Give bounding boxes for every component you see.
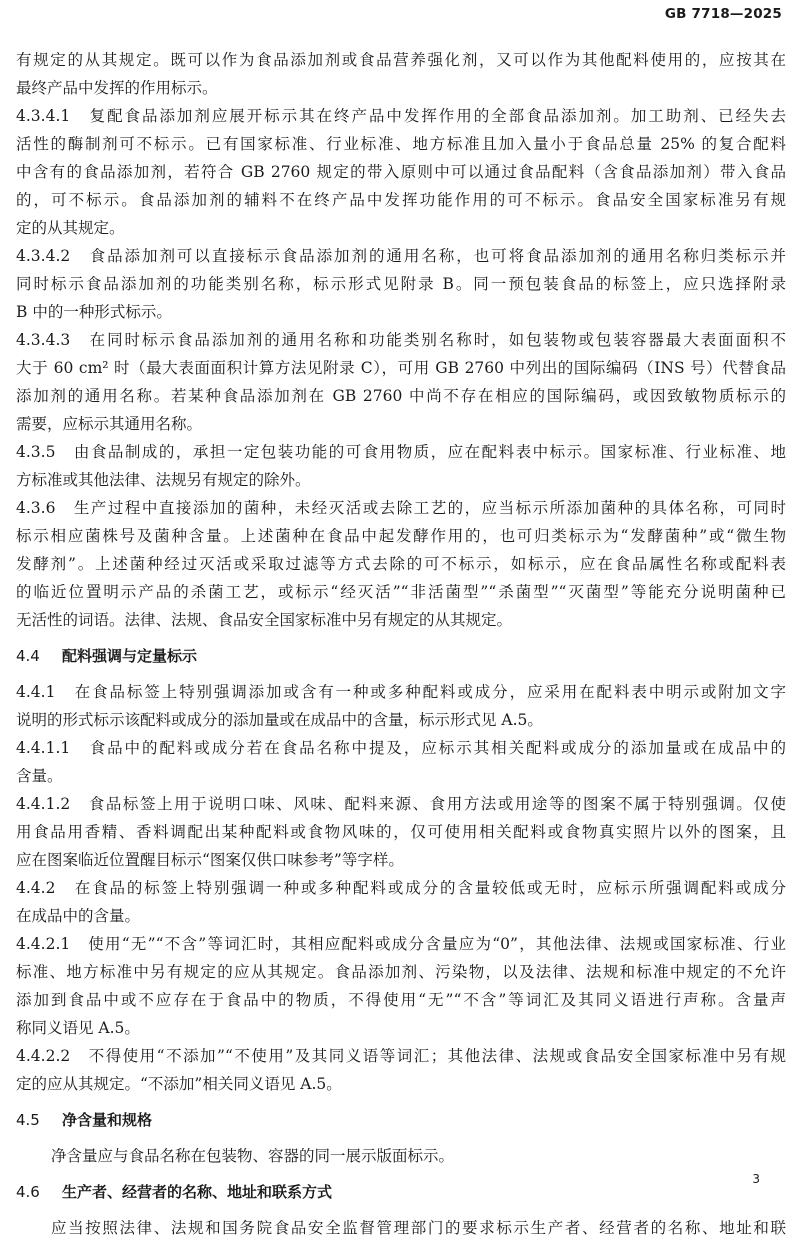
paragraph-4422 (16, 1042, 786, 1098)
text-line: B 中的一种形式标示。 (16, 303, 172, 321)
paragraph-4411 (16, 734, 786, 790)
text-line: 4.4.1.2 食品标签上用于说明口味、风味、配料来源、食用方法或用途等的图案不属于特别强调。仅使 (16, 795, 786, 813)
text-line: 有规定的从其规定。既可以作为食品添加剂或食品营养强化剂，又可以作为其他配料使用的，应按其在 (16, 51, 786, 69)
section-title: 配料强调与定量标示 (62, 647, 198, 665)
text-line: 4.4.1 在食品标签上特别强调添加或含有一种或多种配料或成分，应采用在配料表中明示或附加文字 (16, 683, 786, 701)
text-line: 4.3.4.2 食品添加剂可以直接标示食品添加剂的通用名称，也可将食品添加剂的通用名称归类标示并 (16, 247, 786, 265)
text-line: 应在图案临近位置醒目标示“图案仅供口味参考”等字样。 (16, 851, 404, 869)
section-title: 净含量和规格 (62, 1111, 153, 1129)
paragraph-4-5: 净含量应与食品名称在包装物、容器的同一展示版面标示。 (51, 1147, 455, 1165)
text-line: 中含有的食品添加剂，若符合 GB 2760 规定的带入原则中可以通过食品配料（含食品添加剂）带入食品 (16, 163, 786, 181)
text-line: 4.4.2.2 不得使用“不添加”“不使用”及其同义语等词汇；其他法律、法规或食品安全国家标准中另有规 (16, 1047, 786, 1065)
text-line: 的，可不标示。食品添加剂的辅料不在终产品中发挥功能作用的可不标示。食品安全国家标准另有规 (16, 191, 786, 209)
text-line: 用食品用香精、香料调配出某种配料或食物风味的，仅可使用相关配料或食物真实照片以外的图案，且 (16, 823, 786, 841)
text-line: 的临近位置明示产品的杀菌工艺，或标示“经灭活”“非活菌型”“杀菌型”“灭菌型”等能充分说明菌种已 (16, 583, 786, 601)
section-number: 4.6 (16, 1183, 40, 1201)
text-line: 最终产品中发挥的作用标示。 (16, 79, 218, 97)
document-body (16, 46, 786, 1242)
paragraph-4341 (16, 102, 786, 242)
text-line: 定的从其规定。 (16, 219, 125, 237)
text-line: 说明的形式标示该配料或成分的添加量或在成品中的含量，标示形式见 A.5。 (16, 711, 543, 729)
paragraph-cont (16, 46, 786, 102)
paragraph-441 (16, 678, 786, 734)
text-line: 添加到食品中或不应存在于食品中的物质，不得使用“无”“不含”等词汇及其同义语进行声称。含量声 (16, 991, 786, 1009)
text-line: 称同义语见 A.5。 (16, 1019, 140, 1037)
paragraph-4421 (16, 930, 786, 1042)
text-line: 标示相应菌株号及菌种含量。上述菌种在食品中起发酵作用的，也可归类标示为“发酵菌种”或“微生物 (16, 527, 786, 545)
section-number: 4.5 (16, 1111, 40, 1129)
paragraph-4-6: 应当按照法律、法规和国务院食品安全监督管理部门的要求标示生产者、经营者的名称、地址和联 (51, 1219, 786, 1237)
text-line: 4.3.6 生产过程中直接添加的菌种，未经灭活或去除工艺的，应当标示所添加菌种的具体名称，可同时 (16, 499, 786, 517)
text-line: 方标准或其他法律、法规另有规定的除外。 (16, 471, 311, 489)
paragraph-group-4-4 (16, 678, 786, 1098)
text-line: 在成品中的含量。 (16, 907, 141, 925)
text-line: 4.3.5 由食品制成的，承担一定包装功能的可食用物质，应在配料表中标示。国家标准、行业标准、地 (16, 443, 786, 461)
section-heading-4-6 (16, 1178, 786, 1206)
paragraph-4343 (16, 326, 786, 438)
paragraph-4342 (16, 242, 786, 326)
paragraph-442 (16, 874, 786, 930)
text-line: 无活性的词语。法律、法规、食品安全国家标准中另有规定的从其规定。 (16, 611, 513, 629)
text-line: 标准、地方标准中另有规定的应从其规定。食品添加剂、污染物，以及法律、法规和标准中规定的不允许 (16, 963, 786, 981)
paragraph-group-4-3 (16, 46, 786, 634)
text-line: 4.3.4.3 在同时标示食品添加剂的通用名称和功能类别名称时，如包装物或包装容器最大表面面积不 (16, 331, 786, 349)
paragraph-4412 (16, 790, 786, 874)
section-title: 生产者、经营者的名称、地址和联系方式 (62, 1183, 333, 1201)
text-line: 同时标示食品添加剂的功能类别名称，标示形式见附录 B。同一预包装食品的标签上，应只选择附录 (16, 275, 786, 293)
text-line: 活性的酶制剂可不标示。已有国家标准、行业标准、地方标准且加入量小于食品总量 25% 的复合配料 (16, 135, 786, 153)
page-number: 3 (752, 1172, 760, 1186)
text-line: 含量。 (16, 767, 63, 785)
section-number: 4.4 (16, 647, 40, 665)
section-heading-4-4 (16, 642, 786, 670)
text-line: 大于 60 cm² 时（最大表面面积计算方法见附录 C），可用 GB 2760 中列出的国际编码（INS 号）代替食品 (16, 359, 786, 377)
text-line: 需要，应标示其通用名称。 (16, 415, 203, 433)
paragraph-435 (16, 438, 786, 494)
standard-code: GB 7718—2025 (664, 6, 782, 22)
text-line: 4.4.2.1 使用“无”“不含”等词汇时，其相应配料或成分含量应为“0”，其他法律、法规或国家标准、行业 (16, 935, 786, 953)
text-line: 4.4.1.1 食品中的配料或成分若在食品名称中提及，应标示其相关配料或成分的添加量或在成品中的 (16, 739, 786, 757)
text-line: 添加剂的通用名称。若某种食品添加剂在 GB 2760 中尚不存在相应的国际编码，或因致敏物质标示的 (16, 387, 786, 405)
text-line: 定的应从其规定。“不添加”相关同义语见 A.5。 (16, 1075, 342, 1093)
text-line: 4.3.4.1 复配食品添加剂应展开标示其在终产品中发挥作用的全部食品添加剂。加工助剂、已经失去 (16, 107, 786, 125)
paragraph-436 (16, 494, 786, 634)
text-line: 4.4.2 在食品的标签上特别强调一种或多种配料或成分的含量较低或无时，应标示所强调配料或成分 (16, 879, 786, 897)
section-heading-4-5 (16, 1106, 786, 1134)
text-line: 发酵剂”。上述菌种经过灭活或采取过滤等方式去除的可不标示，如标示，应在食品属性名称或配料表 (16, 555, 786, 573)
